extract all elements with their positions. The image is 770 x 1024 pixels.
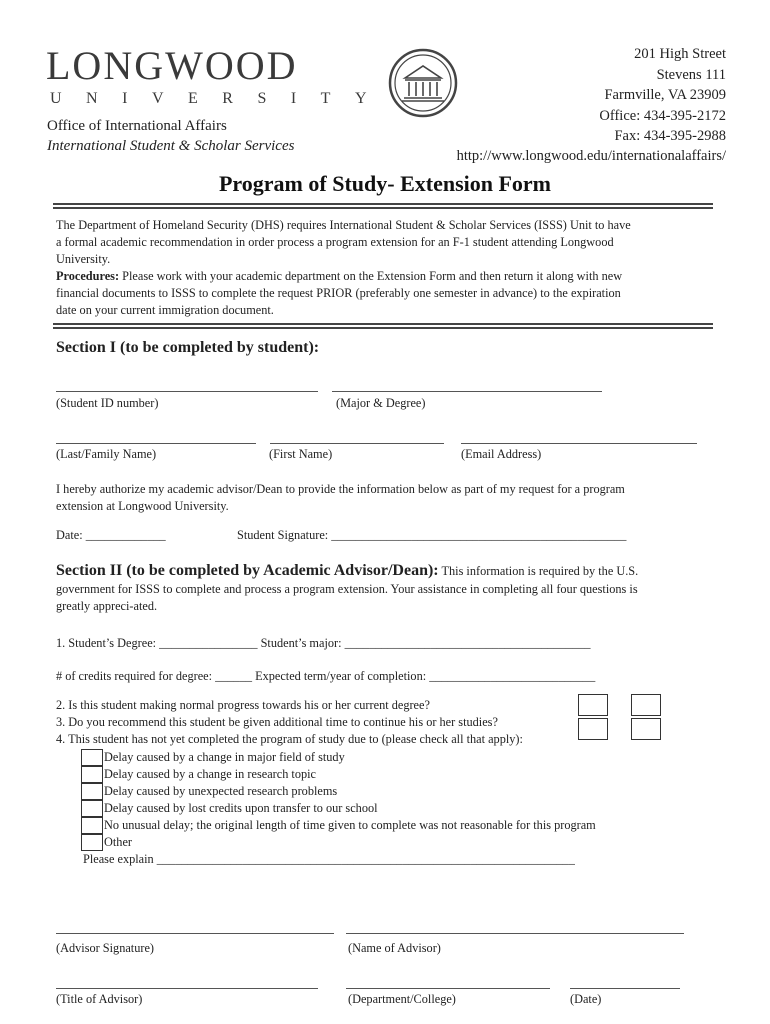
divider-top xyxy=(53,203,713,209)
website-url: http://www.longwood.edu/internationalaffairs/ xyxy=(456,148,726,164)
student-id-label: (Student ID number) xyxy=(56,396,159,410)
first-name-line[interactable] xyxy=(270,443,444,444)
section-2-header xyxy=(56,561,716,615)
option-label: Delay caused by unexpected research problems xyxy=(104,784,338,798)
option-label: Delay caused by lost credits upon transfer to our school xyxy=(104,801,378,815)
address-street: 201 High Street xyxy=(634,46,726,62)
option-label: Delay caused by a change in major field of study xyxy=(104,750,345,764)
option-checkbox[interactable] xyxy=(81,834,103,851)
advisor-date-line[interactable] xyxy=(570,988,680,989)
advisor-name-line[interactable] xyxy=(346,933,684,934)
q2-yes-box[interactable] xyxy=(578,694,608,716)
department-line[interactable] xyxy=(346,988,550,989)
section-1-title: Section I (to be completed by student): xyxy=(56,339,320,356)
question-2: 2. Is this student making normal progress towards his or her current degree? xyxy=(56,698,430,712)
first-name-label: (First Name) xyxy=(269,447,333,461)
option-checkbox[interactable] xyxy=(81,800,103,817)
logo-wordmark: LONGWOOD xyxy=(46,43,298,88)
advisor-signature-line[interactable] xyxy=(56,933,334,934)
student-signature-field[interactable]: Student Signature: ________________________________________________ xyxy=(237,528,627,542)
address-building: Stevens 111 xyxy=(656,66,726,83)
department-label: (Department/College) xyxy=(348,992,456,1006)
university-seal-icon xyxy=(388,48,458,118)
last-name-label: (Last/Family Name) xyxy=(56,447,157,461)
address-fax: Fax: 434-395-2988 xyxy=(614,128,726,144)
auth-line: I hereby authorize my academic advisor/Dean to provide the information below as part of my request for a program xyxy=(56,482,625,496)
email-label: (Email Address) xyxy=(461,447,542,461)
question-4: 4. This student has not yet completed the program of study due to (please check all that apply): xyxy=(56,732,523,746)
credits-completion-field[interactable]: # of credits required for degree: ______ Expected term/year of completion: ___________________________ xyxy=(56,669,596,683)
student-date-field[interactable]: Date: _____________ xyxy=(56,528,166,542)
advisor-signature-label: (Advisor Signature) xyxy=(56,941,155,955)
major-degree-line[interactable] xyxy=(332,391,602,392)
q3-yes-box[interactable] xyxy=(578,718,608,740)
intro-line: date on your current immigration document. xyxy=(56,303,274,317)
intro-line: The Department of Homeland Security (DHS) requires International Student & Scholar Services (ISSS) Unit to have xyxy=(56,218,631,232)
advisor-title-line[interactable] xyxy=(56,988,318,989)
office-name: Office of International Affairs xyxy=(47,118,227,134)
section-2-title: Section II (to be completed by Academic Advisor/Dean): xyxy=(56,562,439,579)
auth-line: extension at Longwood University. xyxy=(56,499,229,513)
address-office-phone: Office: 434-395-2172 xyxy=(599,107,726,124)
section-2-info-line: greatly appreci-ated. xyxy=(56,599,158,613)
option-checkbox[interactable] xyxy=(81,749,103,766)
major-degree-label: (Major & Degree) xyxy=(336,396,426,410)
student-id-line[interactable] xyxy=(56,391,318,392)
option-checkbox[interactable] xyxy=(81,817,103,834)
advisor-name-label: (Name of Advisor) xyxy=(348,941,441,955)
section-2-info-line: government for ISSS to complete and process a program extension. Your assistance in completing all four questions is xyxy=(56,582,638,596)
option-label: Delay caused by a change in research topic xyxy=(104,767,317,781)
intro-line: University. xyxy=(56,252,111,266)
q2-no-box[interactable] xyxy=(631,694,661,716)
procedures-line xyxy=(56,268,716,285)
form-title: Program of Study- Extension Form xyxy=(218,171,552,196)
address-block xyxy=(599,44,726,147)
procedures-text: Please work with your academic department on the Extension Form and then return it along with new xyxy=(119,269,623,283)
advisor-date-label: (Date) xyxy=(570,992,602,1006)
option-label: Other xyxy=(104,835,132,849)
section-2-info: This information is required by the U.S. xyxy=(438,564,639,578)
address-city: Farmville, VA 23909 xyxy=(604,87,726,103)
intro-line: a formal academic recommendation in order process a program extension for an F-1 student attending Longwood xyxy=(56,235,614,249)
authorization-paragraph xyxy=(56,481,716,515)
isss-name: International Student & Scholar Services xyxy=(47,138,295,154)
intro-paragraph xyxy=(56,217,716,319)
question-3: 3. Do you recommend this student be given additional time to continue his or her studies? xyxy=(56,715,498,729)
advisor-title-label: (Title of Advisor) xyxy=(56,992,143,1006)
q3-no-box[interactable] xyxy=(631,718,661,740)
procedures-label: Procedures: xyxy=(56,269,120,283)
option-checkbox[interactable] xyxy=(81,766,103,783)
option-checkbox[interactable] xyxy=(81,783,103,800)
divider-bottom xyxy=(53,323,713,329)
email-line[interactable] xyxy=(461,443,697,444)
intro-line: financial documents to ISSS to complete the request PRIOR (preferably one semester in advance) to the expiration xyxy=(56,286,621,300)
last-name-line[interactable] xyxy=(56,443,256,444)
degree-major-field[interactable]: 1. Student’s Degree: ________________ Student’s major: ________________________________________ xyxy=(56,636,591,650)
logo-university: UNIVERSITY xyxy=(50,90,391,107)
option-label: No unusual delay; the original length of time given to complete was not reasonable for this program xyxy=(104,818,596,832)
explain-field[interactable]: Please explain ____________________________________________________________________ xyxy=(83,852,575,866)
